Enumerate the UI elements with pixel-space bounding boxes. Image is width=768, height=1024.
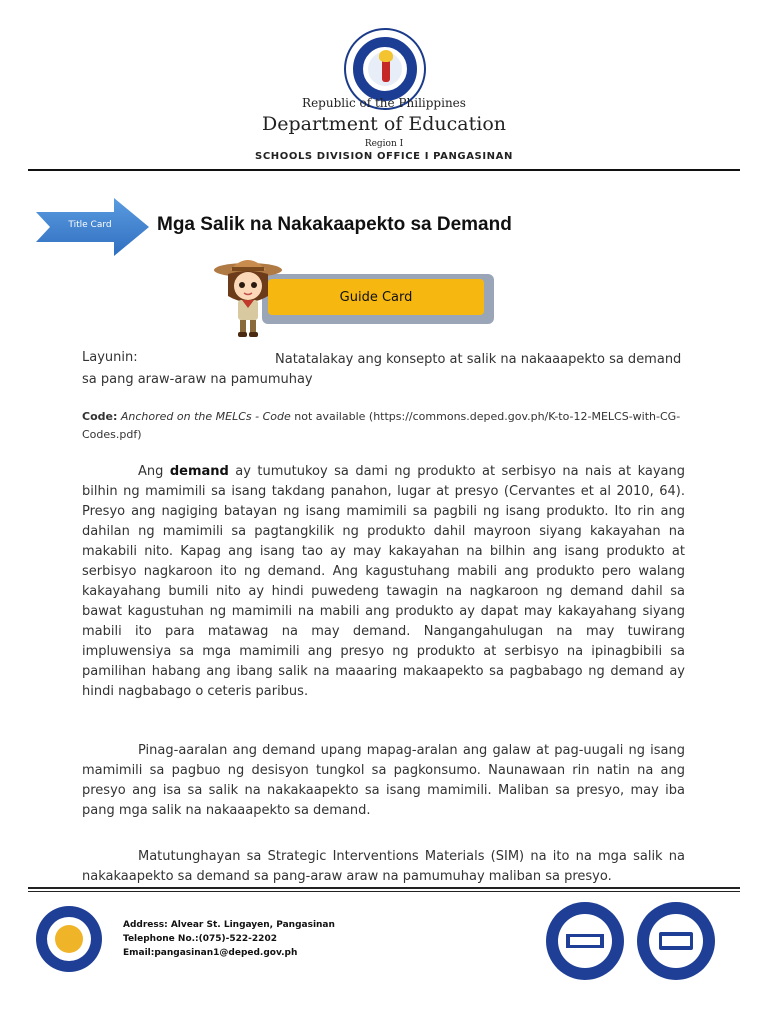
footer-address: Address: Alvear St. Lingayen, Pangasinan (123, 920, 335, 930)
footer-contact (123, 918, 335, 960)
title-card-label: Title Card (68, 220, 112, 230)
p1-rest: ay tumutukoy sa dami ng produkto at serbisyo na nais at kayang bilhin ng mamimili sa isang takdang panahon, lugar at presyo (Cervantes et al 2010, 64). Presyo ang nagiging batayan ng isang mamimili sa pagbili ng isang produkto. Ito rin ang dahilan ng mamimili sa pagtangkilik ng produkto dahil mayroon siyang kakayahan na makabili nito. Kapag ang isang tao ay may kakayahan na bilhin ang isang produkto at serbisyo nagkaroon ito ng demand. Ang kagustuhang mabili ang produkto pero walang kakayahang bumili nito ay hindi puwedeng tawagin na nagkaroon ng demand dahil sa bawat kagustuhan ng mamimili na mabili ang produkto ay dapat may kakayahang siyang mabili ito para matawag na may demand. Nangangahulugan na may tuwirang impluwensiya sa mga mamimili ang presyo ng produkto at serbisyo na ipinagbibili sa pamilihan habang ang ibang salik na maaaring makaapekto sa pagbabago ng demand ay hindi nagbabago o ceteris paribus. (82, 464, 685, 699)
division-office-logo (36, 906, 102, 972)
region-line: Region I (364, 139, 404, 149)
republic-line: Republic of the Philippines (302, 96, 466, 110)
paragraph-3: Matutunghayan sa Strategic Interventions Materials (SIM) na ito na mga salik na nakakaapekto sa demand sa pang-araw araw na pamumuhay maliban sa presyo. (82, 849, 685, 884)
iqnet-certified-badge-icon (635, 900, 717, 982)
paragraph-1 (82, 462, 685, 702)
dqs-iso-badge-icon (544, 900, 626, 982)
objective-label: Layunin: (82, 350, 138, 365)
department-name: Department of Education (262, 113, 506, 135)
footer-email: Email:pangasinan1@deped.gov.ph (123, 948, 298, 958)
p1-lead: Ang (138, 464, 170, 479)
demand-term: demand (169, 464, 229, 479)
melc-code (82, 408, 685, 444)
lesson-title: Mga Salik na Nakakaapekto sa Demand (157, 214, 512, 235)
code-rest: not available (https://commons.deped.gov.ph/K-to-12-MELCS-with-CG-Codes.pdf) (82, 410, 681, 441)
guide-card-banner: Guide Card (268, 279, 484, 315)
footer-divider (28, 887, 740, 889)
code-italic: Anchored on the MELCs - Code (120, 410, 291, 423)
scout-character-icon (212, 256, 284, 338)
division-office: SCHOOLS DIVISION OFFICE I PANGASINAN (255, 151, 513, 162)
objective-text: Natatalakay ang konsepto at salik na nakaaapekto sa demand sa pang araw-araw na pamumuhay (82, 352, 682, 387)
header-divider (28, 169, 740, 171)
footer-divider-thin (28, 891, 740, 892)
footer-telephone: Telephone No.:(075)-522-2202 (123, 934, 277, 944)
code-label: Code: (82, 410, 118, 423)
paragraph-2: Pinag-aaralan ang demand upang mapag-aralan ang galaw at pag-uugali ng isang mamimili sa pagbuo ng desisyon tungkol sa pagkonsumo. Naunawaan rin natin na ang presyo ang isa sa salik na nakakaapekto sa isang mamimili. Maliban sa presyo, may iba pang mga salik na nakaaapekto sa demand. (82, 743, 685, 818)
